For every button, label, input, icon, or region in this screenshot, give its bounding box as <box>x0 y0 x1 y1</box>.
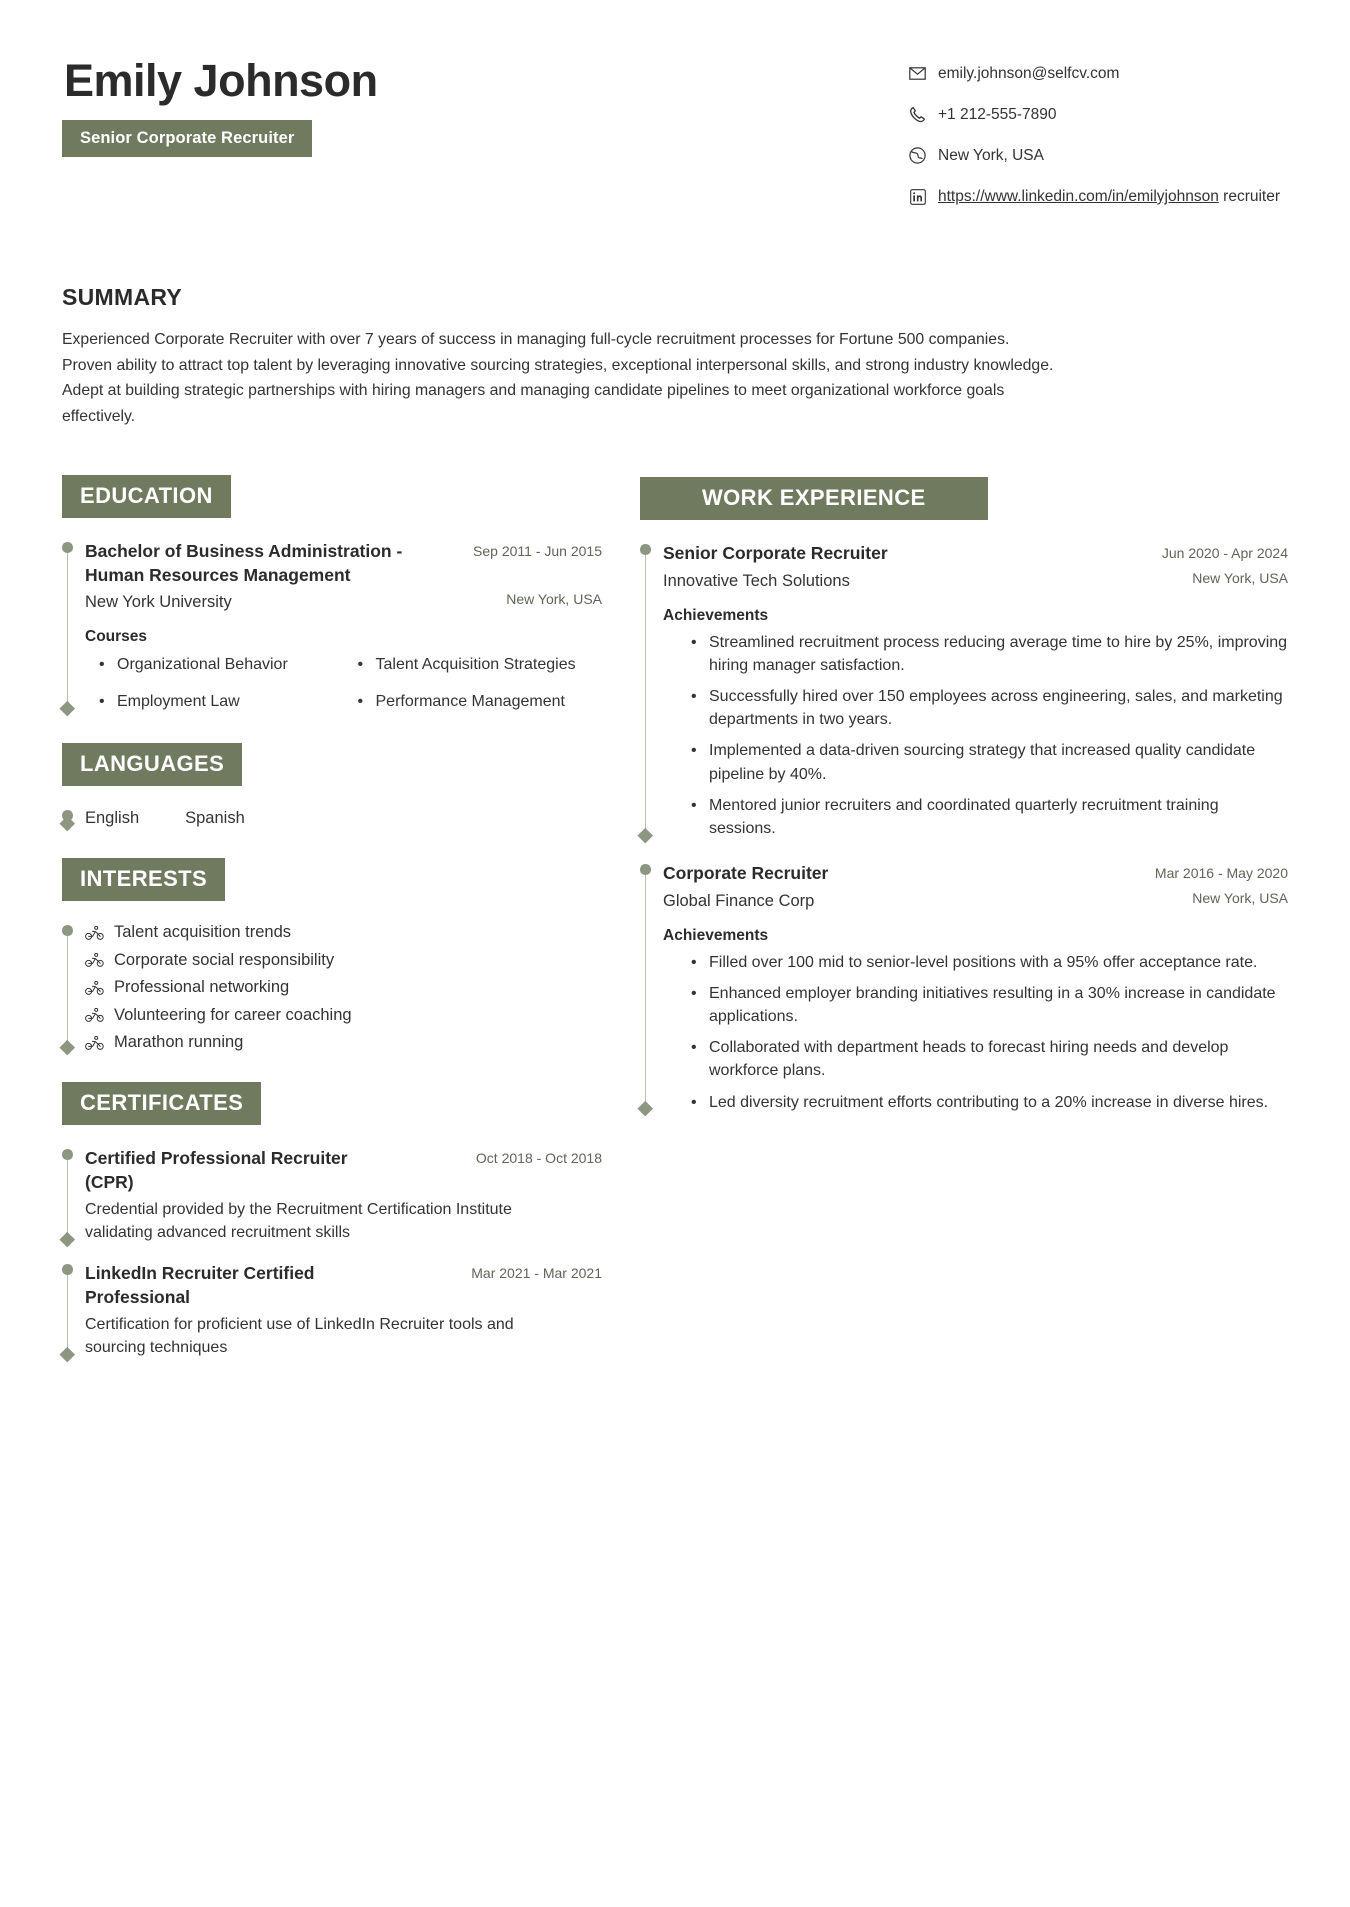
achievement-item <box>691 1091 1288 1114</box>
work-company: Global Finance Corp <box>663 891 815 910</box>
work-entry <box>663 862 1288 1113</box>
linkedin-icon <box>908 187 927 206</box>
work-location: New York, USA <box>1192 889 1288 906</box>
work-entry <box>663 542 1288 840</box>
right-column <box>640 475 1288 1143</box>
bicycle-icon <box>85 981 105 995</box>
achievement-item <box>691 794 1288 840</box>
work-job-title: Corporate Recruiter <box>663 863 829 884</box>
summary-section <box>62 284 1288 429</box>
work-company: Innovative Tech Solutions <box>663 571 850 590</box>
language-item: English <box>85 809 140 828</box>
course-item <box>99 654 344 677</box>
achievement-item <box>691 1036 1288 1082</box>
certificates-heading: CERTIFICATES <box>62 1082 261 1125</box>
bullet-icon: • <box>691 796 697 814</box>
work-experience-section <box>640 477 1288 1113</box>
summary-heading: SUMMARY <box>62 284 183 311</box>
timeline-dot-top <box>640 864 651 875</box>
bicycle-icon <box>85 1008 105 1022</box>
interest-label: Corporate social responsibility <box>114 950 335 969</box>
interest-label: Professional networking <box>114 978 290 997</box>
contact-phone <box>908 103 1288 127</box>
envelope-icon <box>908 64 927 83</box>
education-section <box>62 475 602 713</box>
languages-timeline <box>62 808 602 828</box>
bullet-icon: • <box>691 633 697 651</box>
bullet-icon: • <box>691 688 697 706</box>
timeline-dot-top <box>640 544 651 555</box>
work-date: Mar 2016 - May 2020 <box>1154 865 1288 882</box>
certificate-timeline <box>62 1262 602 1359</box>
course-item <box>99 691 344 714</box>
bicycle-icon <box>85 953 105 967</box>
achievements-label: Achievements <box>663 926 769 944</box>
certificate-description: Credential provided by the Recruitment Certification Institute validating advanced recruitment skills <box>85 1200 512 1242</box>
work-timeline <box>640 542 1288 840</box>
timeline-dot-top <box>62 542 73 553</box>
bullet-icon: • <box>99 692 105 710</box>
header-identity <box>62 48 378 157</box>
timeline-dot-bottom <box>638 1101 653 1116</box>
interests-timeline <box>62 923 602 1052</box>
bicycle-icon <box>85 926 105 940</box>
bicycle-icon <box>85 1036 105 1050</box>
interest-item <box>85 923 602 942</box>
work-experience-heading: WORK EXPERIENCE <box>640 477 988 520</box>
courses-label: Courses <box>85 628 148 645</box>
timeline-dot-top <box>62 1149 73 1160</box>
contact-linkedin[interactable] <box>908 185 1288 209</box>
course-item <box>358 654 603 677</box>
certificates-section <box>62 1082 602 1359</box>
certificate-title: LinkedIn Recruiter Certified Professional <box>85 1263 315 1307</box>
bullet-icon: • <box>691 1093 697 1111</box>
languages-heading: LANGUAGES <box>62 743 242 786</box>
contact-email <box>908 62 1288 86</box>
interest-item <box>85 1006 602 1025</box>
bullet-icon: • <box>691 984 697 1002</box>
interest-label: Marathon running <box>114 1033 244 1052</box>
timeline-dot-bottom <box>60 1232 75 1247</box>
course-item <box>358 691 603 714</box>
work-job-title: Senior Corporate Recruiter <box>663 543 888 564</box>
bullet-icon: • <box>99 656 105 673</box>
education-date: Sep 2011 - Jun 2015 <box>473 543 602 560</box>
languages-section <box>62 743 602 828</box>
certificate-entry <box>85 1262 602 1359</box>
interest-item <box>85 951 602 970</box>
achievement-item <box>691 982 1288 1028</box>
work-timeline <box>640 862 1288 1113</box>
certificate-description: Certification for proficient use of LinkedIn Recruiter tools and sourcing techniques <box>85 1315 514 1357</box>
candidate-job-title: Senior Corporate Recruiter <box>62 120 312 157</box>
languages-list <box>85 808 602 828</box>
resume-header <box>62 48 1288 226</box>
certificate-title: Certified Professional Recruiter (CPR) <box>85 1148 348 1192</box>
interest-label: Talent acquisition trends <box>114 923 292 942</box>
contact-linkedin-url-overflow: recruiter <box>1223 188 1281 206</box>
certificate-entry <box>85 1147 602 1244</box>
course-label: Organizational Behavior <box>117 656 288 673</box>
timeline-dot-top <box>62 1264 73 1275</box>
education-degree: Bachelor of Business Administration - Human Resources Management <box>85 541 403 585</box>
bullet-icon: • <box>691 742 697 760</box>
education-location: New York, USA <box>506 590 602 607</box>
achievements-list <box>663 951 1288 1114</box>
left-column <box>62 475 602 1389</box>
globe-icon <box>908 146 927 165</box>
contact-location <box>908 144 1288 168</box>
course-label: Talent Acquisition Strategies <box>375 656 576 673</box>
timeline-dot-bottom <box>60 1040 75 1055</box>
contact-phone-text: +1 212-555-7890 <box>938 106 1057 124</box>
timeline-dot-bottom <box>638 828 653 843</box>
interest-item <box>85 1033 602 1052</box>
certificate-timeline <box>62 1147 602 1244</box>
interests-section <box>62 858 602 1052</box>
timeline-dot-bottom <box>60 1347 75 1362</box>
achievement-item <box>691 631 1288 677</box>
phone-icon <box>908 105 927 124</box>
contact-linkedin-url[interactable]: https://www.linkedin.com/in/emilyjohnson <box>938 188 1219 206</box>
courses-list <box>85 654 602 713</box>
achievement-text: Enhanced employer branding initiatives resulting in a 30% increase in candidate applications. <box>709 984 1276 1025</box>
certificate-date: Oct 2018 - Oct 2018 <box>475 1150 602 1167</box>
education-heading: EDUCATION <box>62 475 231 518</box>
timeline-dot-top <box>62 925 73 936</box>
course-label: Performance Management <box>375 692 565 710</box>
achievement-text: Successfully hired over 150 employees across engineering, sales, and marketing departments in two years. <box>709 688 1283 729</box>
achievements-list <box>663 631 1288 841</box>
interest-label: Volunteering for career coaching <box>114 1005 352 1024</box>
bullet-icon: • <box>357 692 364 710</box>
contact-list <box>908 48 1288 226</box>
achievement-text: Led diversity recruitment efforts contributing to a 20% increase in diverse hires. <box>709 1093 1269 1111</box>
education-entry <box>85 540 602 713</box>
interest-item <box>85 978 602 997</box>
timeline-dot-bottom <box>60 701 75 716</box>
course-label: Employment Law <box>117 692 240 710</box>
education-timeline <box>62 540 602 713</box>
certificate-date: Mar 2021 - Mar 2021 <box>471 1265 602 1282</box>
language-item: Spanish <box>185 809 245 828</box>
achievement-item <box>691 739 1288 785</box>
bullet-icon: • <box>691 953 697 971</box>
resume-body <box>62 475 1288 1389</box>
work-date: Jun 2020 - Apr 2024 <box>1161 545 1288 562</box>
achievement-text: Filled over 100 mid to senior-level positions with a 95% offer acceptance rate. <box>709 953 1258 971</box>
interests-heading: INTERESTS <box>62 858 225 901</box>
summary-text: Experienced Corporate Recruiter with over 7 years of success in managing full-cycle recruitment processes for Fortune 500 companies. Proven ability to attract top talent by leveraging innovative sourcing strategies, exceptional interpersonal skills, and strong industry knowledge. Adept at building strategic partnerships with hiring managers and managing candidate pipelines to meet organizational workforce goals effectively. <box>62 331 1054 425</box>
work-location: New York, USA <box>1192 569 1288 586</box>
candidate-name: Emily Johnson <box>64 55 378 106</box>
achievement-item <box>691 951 1288 974</box>
achievement-text: Mentored junior recruiters and coordinated quarterly recruitment training sessions. <box>709 796 1219 838</box>
achievement-text: Streamlined recruitment process reducing average time to hire by 25%, improving hiring manager satisfaction. <box>709 633 1288 674</box>
bullet-icon: • <box>691 1039 697 1057</box>
bullet-icon: • <box>357 656 364 673</box>
achievement-item <box>691 685 1288 731</box>
achievements-label: Achievements <box>663 606 769 624</box>
contact-location-text: New York, USA <box>938 147 1044 165</box>
achievement-text: Collaborated with department heads to forecast hiring needs and develop workforce plans. <box>709 1039 1229 1080</box>
achievement-text: Implemented a data-driven sourcing strategy that increased quality candidate pipeline by 40%. <box>709 742 1256 783</box>
education-school: New York University <box>85 592 232 611</box>
contact-email-text: emily.johnson@selfcv.com <box>938 65 1120 82</box>
